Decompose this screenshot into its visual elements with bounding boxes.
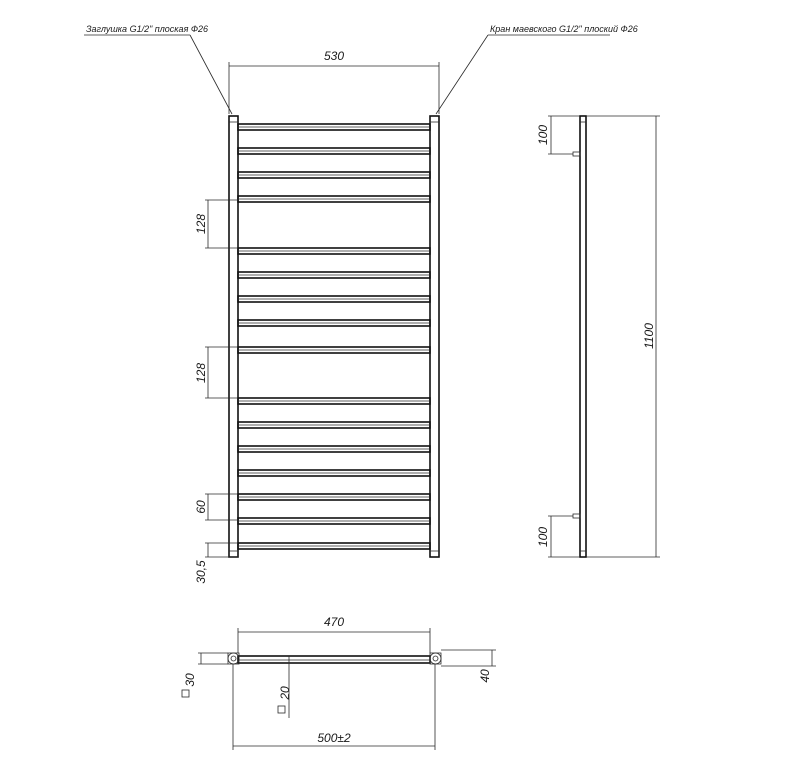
dimension-width-530 <box>229 49 439 114</box>
dimension-collector-section <box>182 653 228 697</box>
dim-label-pitch-upper: 128 <box>194 213 208 235</box>
dim-label-bottom-offset: 30,5 <box>194 560 208 584</box>
dim-label-top-mount: 100 <box>536 124 550 146</box>
dim-label-width: 530 <box>323 49 345 63</box>
plan-rung-bar <box>238 656 430 663</box>
callout-left <box>84 24 232 114</box>
front-view <box>84 24 638 584</box>
dimension-overall-width <box>233 664 435 750</box>
callout-left-label: Заглушка G1/2" плоская Ф26 <box>86 24 209 34</box>
bottom-view <box>182 615 496 750</box>
callout-right <box>436 24 638 114</box>
dim-label-pitch-lower: 60 <box>194 500 208 514</box>
dim-label-depth: 40 <box>478 669 492 683</box>
dimension-bottom-offset <box>194 543 238 584</box>
dimension-height <box>586 116 660 557</box>
dim-label-height: 1100 <box>642 323 656 349</box>
dim-label-collector-section: 30 <box>183 673 197 687</box>
square-section-icon <box>182 690 189 697</box>
rungs-group <box>238 124 430 549</box>
right-collector-section <box>430 653 441 664</box>
dimension-rung-section <box>278 663 292 718</box>
dim-label-overall-width: 500±2 <box>317 731 351 745</box>
dimension-inner-width <box>238 615 430 653</box>
side-view <box>536 116 660 557</box>
dimension-depth <box>441 650 496 683</box>
square-section-icon-small <box>278 706 285 713</box>
dim-label-pitch-middle: 128 <box>194 362 208 384</box>
dim-label-bottom-mount: 100 <box>536 526 550 548</box>
left-collector <box>229 116 238 557</box>
right-collector <box>430 116 439 557</box>
dimension-pitch-upper <box>194 200 238 248</box>
dim-label-inner-width: 470 <box>323 615 345 629</box>
dimension-top-mount <box>536 116 580 154</box>
dimension-bottom-mount <box>536 516 580 557</box>
dim-label-rung-section: 20 <box>278 686 292 700</box>
dimension-pitch-middle <box>194 347 238 398</box>
dimension-pitch-lower <box>194 494 238 520</box>
callout-right-label: Кран маевского G1/2" плоский Ф26 <box>490 24 638 34</box>
top-bracket <box>573 152 580 156</box>
side-collector <box>580 116 586 557</box>
bottom-bracket <box>573 514 580 518</box>
